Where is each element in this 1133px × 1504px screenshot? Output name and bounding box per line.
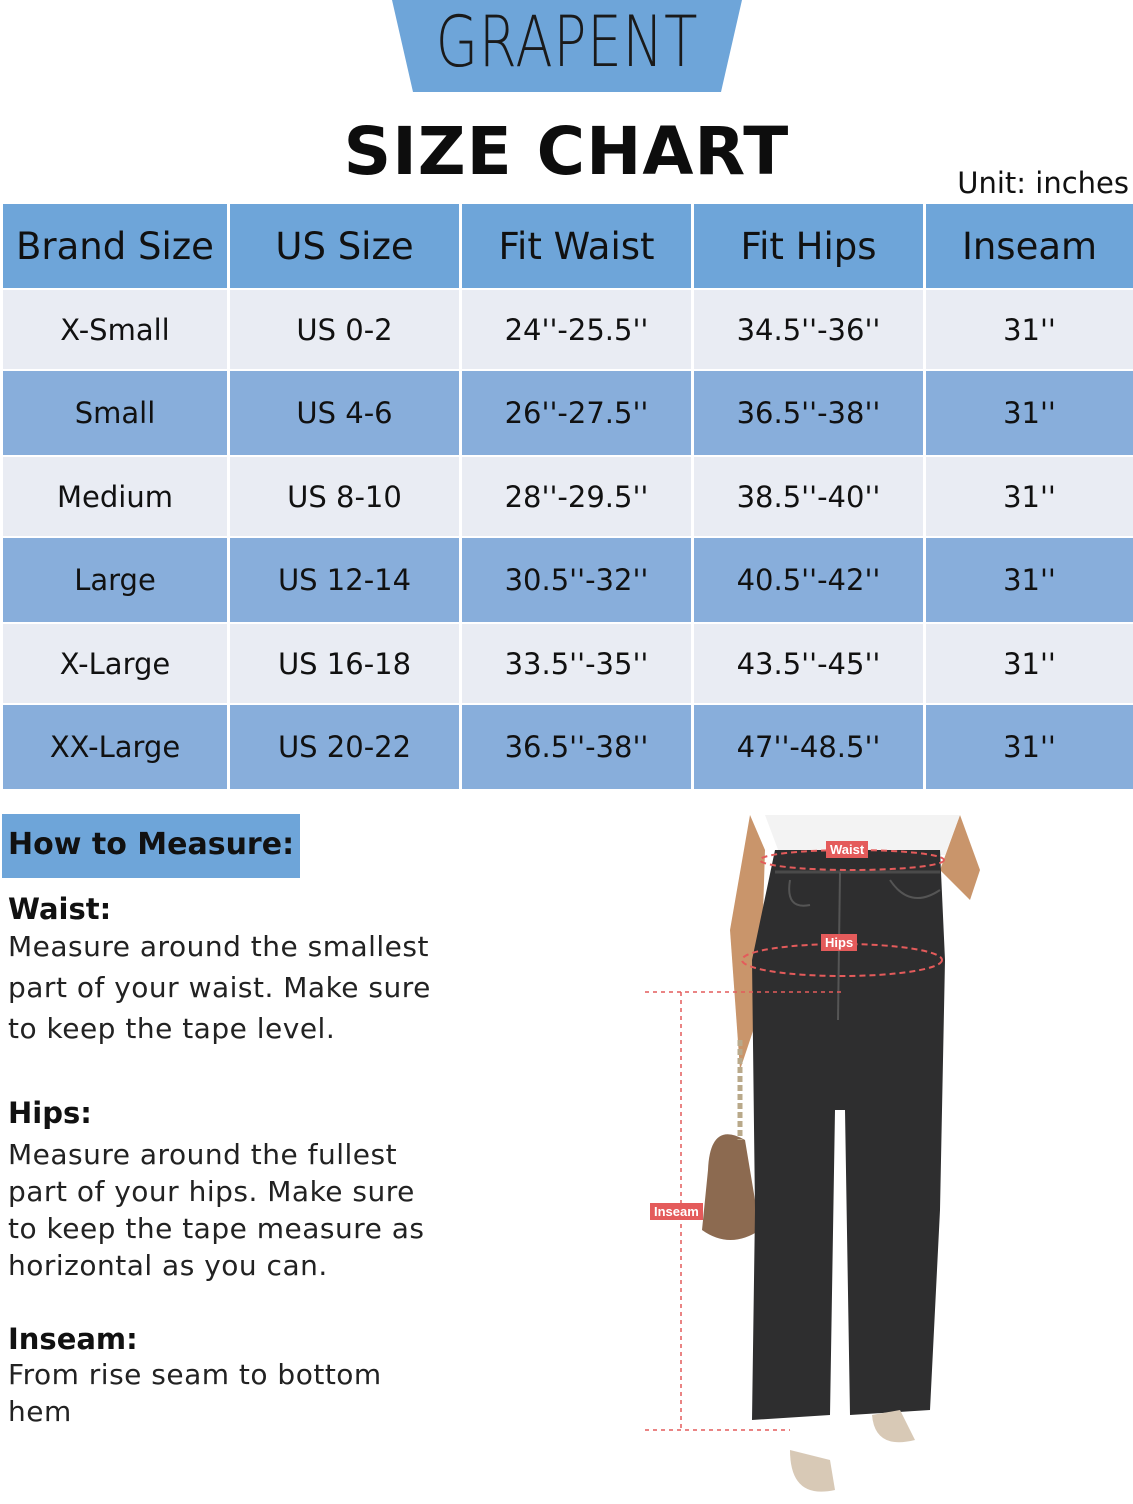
left-shoe-shape	[790, 1450, 835, 1492]
cell-fit-hips: 36.5''-38''	[694, 369, 923, 455]
table-row	[3, 288, 1133, 369]
hips-text-line: Measure around the fullest	[8, 1138, 398, 1171]
waist-text-line: to keep the tape level.	[8, 1012, 336, 1045]
cell-inseam: 31''	[926, 288, 1133, 369]
waist-tag: Waist	[826, 841, 868, 858]
inseam-text-line: From rise seam to bottom	[8, 1358, 382, 1391]
jeans-illustration	[640, 810, 1030, 1500]
waist-text-line: Measure around the smallest	[8, 930, 429, 963]
hips-label: Hips:	[8, 1096, 92, 1130]
table-row	[3, 455, 1133, 536]
cell-brand-size: X-Small	[3, 288, 227, 369]
hips-text-line: horizontal as you can.	[8, 1249, 328, 1282]
cell-us-size: US 8-10	[230, 455, 459, 536]
size-table	[0, 204, 1133, 789]
header-brand-size: Brand Size	[3, 204, 227, 288]
cell-fit-hips: 38.5''-40''	[694, 455, 923, 536]
cell-inseam: 31''	[926, 455, 1133, 536]
table-header-row	[3, 204, 1133, 288]
waist-text-line: part of your waist. Make sure	[8, 971, 431, 1004]
cell-brand-size: Small	[3, 369, 227, 455]
cell-fit-hips: 40.5''-42''	[694, 536, 923, 622]
unit-note: Unit: inches	[957, 166, 1129, 200]
inseam-text-line: hem	[8, 1395, 72, 1428]
table-row	[3, 369, 1133, 455]
hips-text-line: to keep the tape measure as	[8, 1212, 425, 1245]
cell-inseam: 31''	[926, 369, 1133, 455]
cell-fit-hips: 34.5''-36''	[694, 288, 923, 369]
cell-fit-hips: 43.5''-45''	[694, 622, 923, 703]
cell-inseam: 31''	[926, 536, 1133, 622]
cell-fit-waist: 36.5''-38''	[462, 703, 691, 789]
cell-fit-waist: 33.5''-35''	[462, 622, 691, 703]
cell-us-size: US 16-18	[230, 622, 459, 703]
brand-logo: GRAPENT	[435, 1, 699, 83]
header-us-size: US Size	[230, 204, 459, 288]
header-fit-hips: Fit Hips	[694, 204, 923, 288]
cell-fit-hips: 47''-48.5''	[694, 703, 923, 789]
table-row	[3, 703, 1133, 789]
cell-fit-waist: 26''-27.5''	[462, 369, 691, 455]
cell-brand-size: XX-Large	[3, 703, 227, 789]
inseam-label: Inseam:	[8, 1322, 138, 1356]
table-row	[3, 622, 1133, 703]
hips-tag: Hips	[821, 934, 857, 951]
header-inseam: Inseam	[926, 204, 1133, 288]
handbag-shape	[702, 1134, 760, 1240]
cell-us-size: US 12-14	[230, 536, 459, 622]
hips-text-line: part of your hips. Make sure	[8, 1175, 415, 1208]
cell-us-size: US 20-22	[230, 703, 459, 789]
cell-brand-size: Medium	[3, 455, 227, 536]
jeans-figure	[640, 810, 1030, 1500]
cell-us-size: US 0-2	[230, 288, 459, 369]
table-row	[3, 536, 1133, 622]
waist-label: Waist:	[8, 892, 112, 926]
cell-us-size: US 4-6	[230, 369, 459, 455]
cell-fit-waist: 24''-25.5''	[462, 288, 691, 369]
cell-brand-size: Large	[3, 536, 227, 622]
cell-fit-waist: 30.5''-32''	[462, 536, 691, 622]
cell-inseam: 31''	[926, 703, 1133, 789]
cell-brand-size: X-Large	[3, 622, 227, 703]
how-to-measure-heading: How to Measure:	[2, 814, 300, 878]
cell-inseam: 31''	[926, 622, 1133, 703]
header-fit-waist: Fit Waist	[462, 204, 691, 288]
right-shoe-shape	[872, 1410, 915, 1442]
page-title: SIZE CHART	[343, 113, 790, 190]
inseam-tag: Inseam	[650, 1203, 703, 1220]
cell-fit-waist: 28''-29.5''	[462, 455, 691, 536]
